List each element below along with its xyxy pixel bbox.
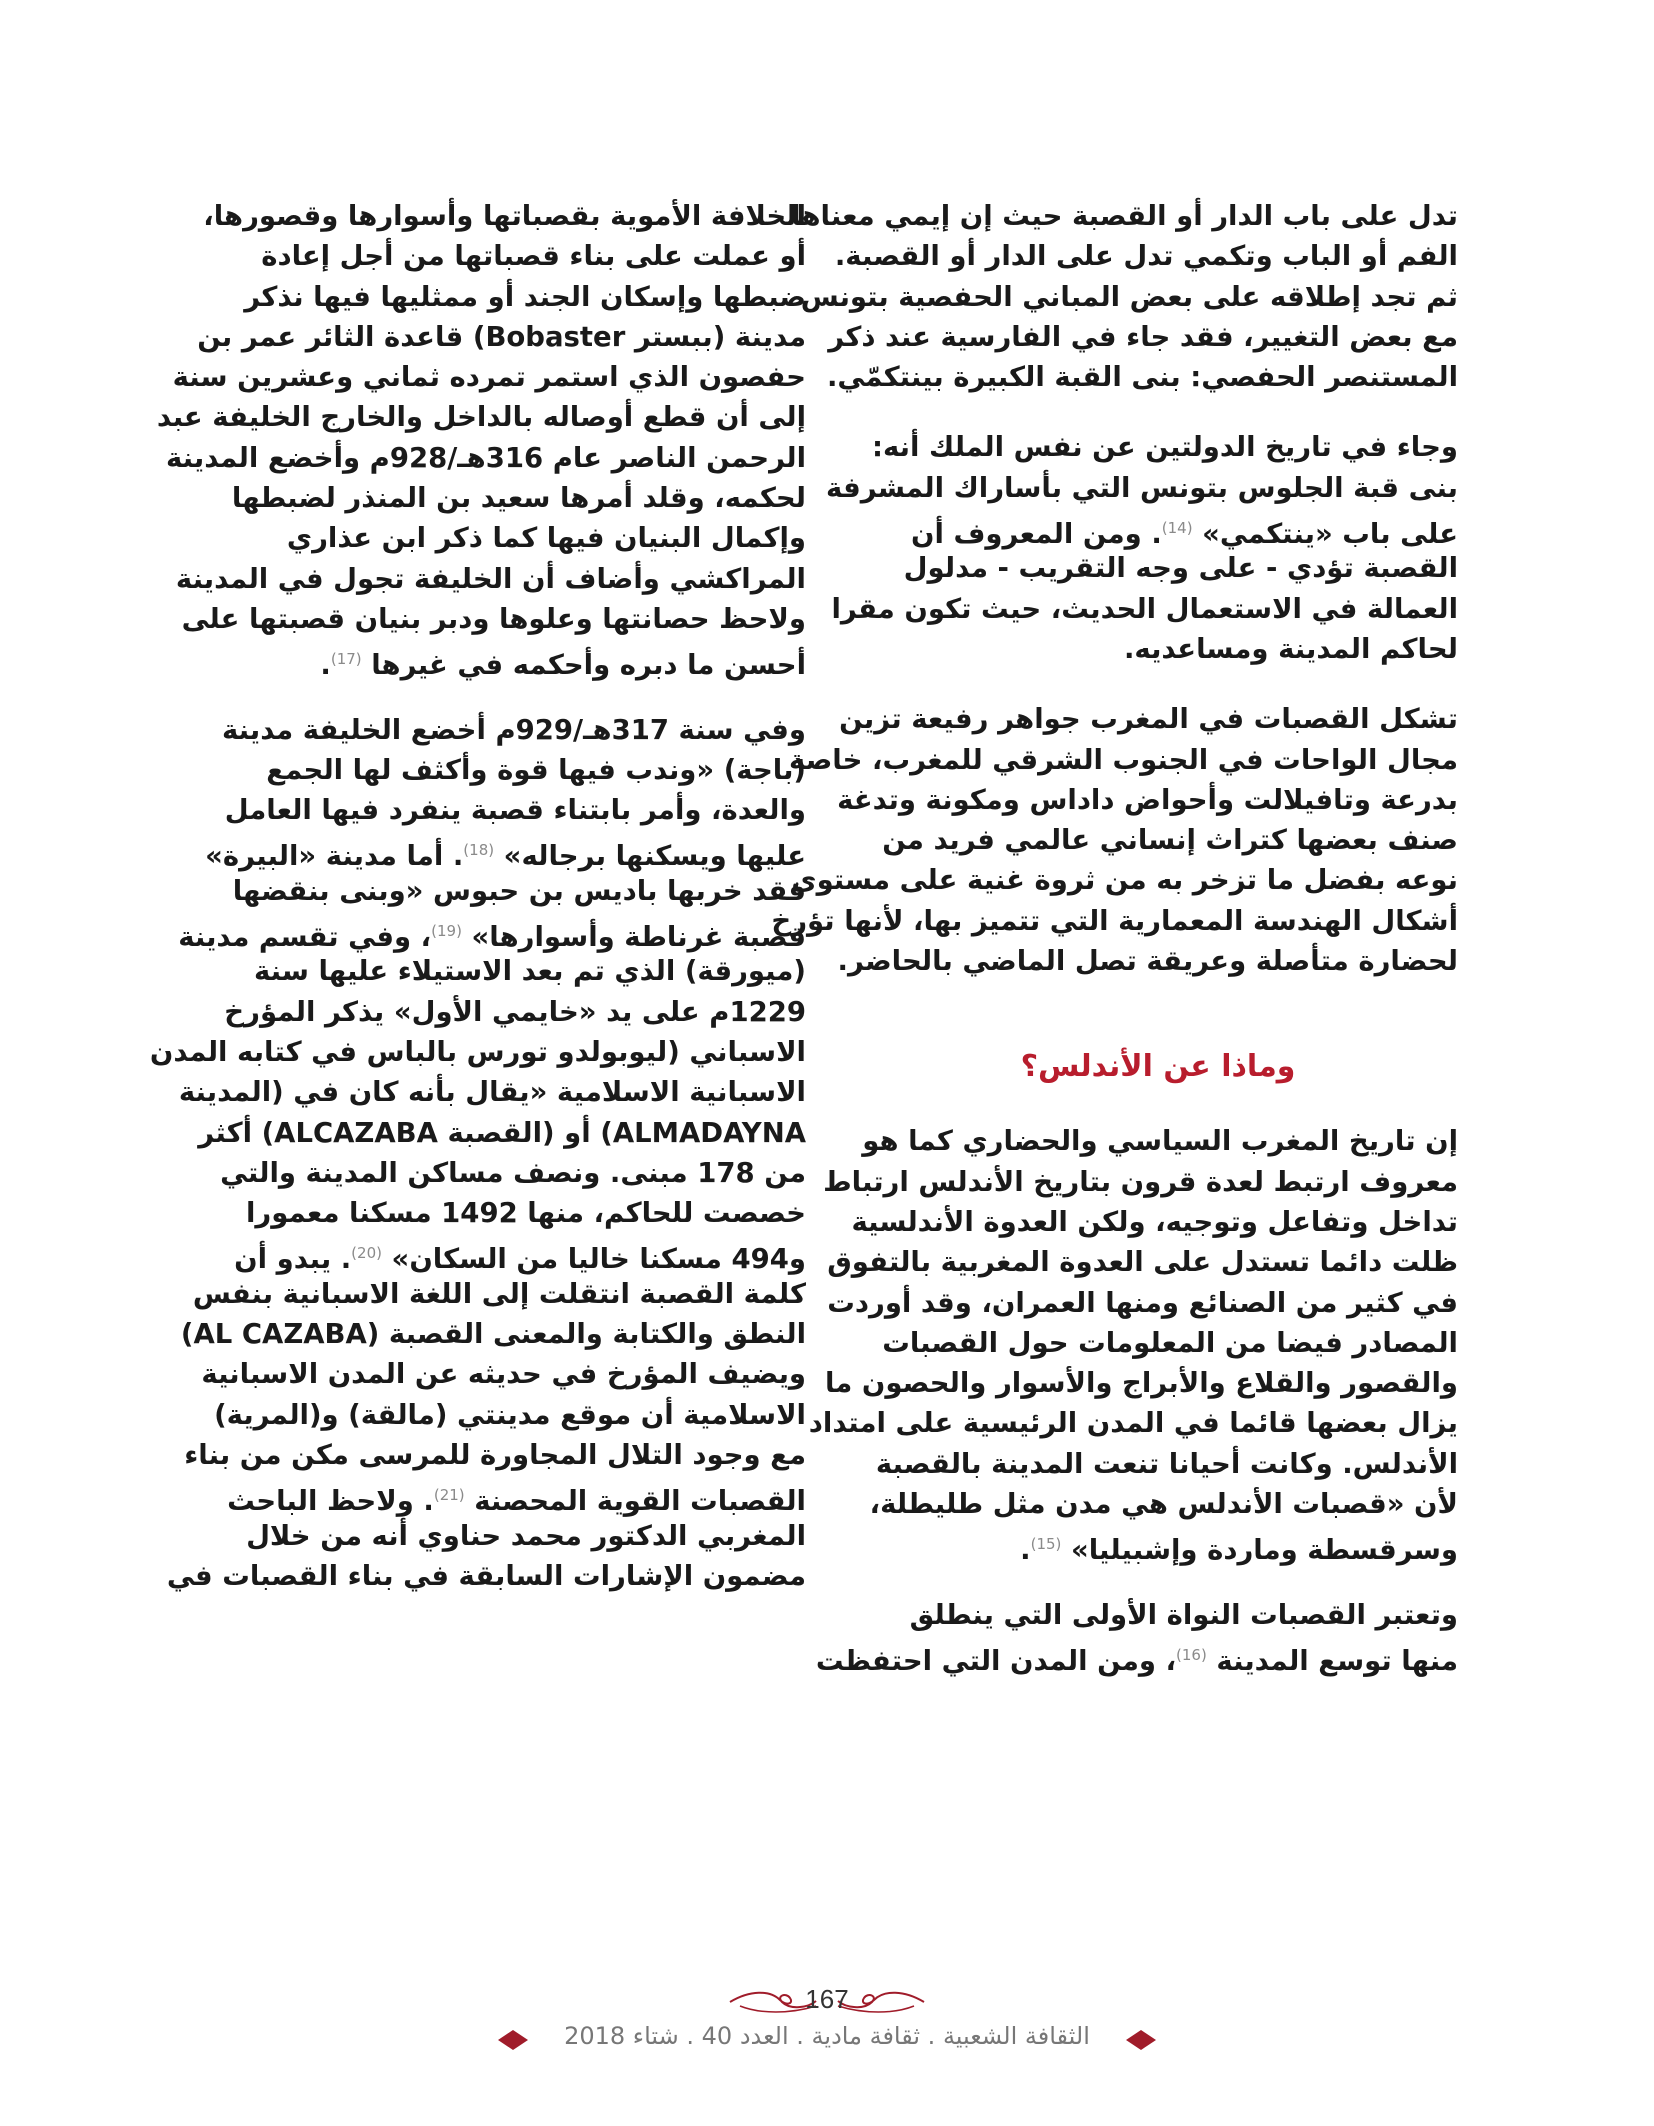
text-line (200, 1475, 806, 1518)
text-fragment: عليها ويسكنها برجاله» (494, 840, 806, 873)
text-line: أشكال الهندسة المعمارية التي تتميز بها، لأنها تؤرخ (771, 904, 1458, 937)
text-line: ويضيف المؤرخ في حديثه عن المدن الاسبانية (201, 1358, 806, 1391)
paragraph (149, 710, 806, 1597)
text-line: لحاكم المدينة ومساعديه. (1123, 632, 1458, 665)
text-line: حفصون الذي استمر تمرده ثماني وعشرين سنة (172, 361, 806, 394)
text-fragment: و494 مسكنا خاليا من السكان» (381, 1243, 806, 1276)
text-fragment: على باب «ينتكمي» (1192, 518, 1458, 551)
text-line: (باجة) «وندب فيها قوة وأكثف لها الجمع (266, 753, 806, 786)
text-fragment: . ومن المعروف أن (910, 518, 1162, 551)
text-line: 1229م على يد «خايمي الأول» يذكر المؤرخ (224, 995, 806, 1028)
text-line: كلمة القصبة انتقلت إلى اللغة الاسبانية بنفس (192, 1277, 806, 1310)
text-line: نوعه بفضل ما تزخر به من ثروة غنية على مستوى (791, 864, 1458, 897)
section-heading: وماذا عن الأندلس؟ (1020, 1049, 1296, 1085)
text-fragment: أحسن ما دبره وأحكمه في غيرها (361, 649, 806, 682)
page-footer (0, 1980, 1654, 2060)
text-fragment: قصبة غرناطة وأسوارها» (461, 921, 806, 954)
paragraph (156, 196, 806, 682)
text-fragment: . ولاحظ الباحث (227, 1485, 434, 1518)
text-line: وتعتبر القصبات النواة الأولى التي ينطلق (909, 1598, 1458, 1631)
text-line: (ميورقة) الذي تم بعد الاستيلاء عليها سنة (253, 955, 806, 988)
text-line: خصصت للحاكم، منها 1492 مسكنا معمورا (245, 1197, 806, 1230)
text-line: من 178 مبنى. ونصف مساكن المدينة والتي (220, 1156, 806, 1189)
text-fragment: القصبات القوية المحصنة (464, 1485, 806, 1518)
text-line: الخلافة الأموية بقصباتها وأسوارها وقصورها، (203, 200, 806, 232)
text-line: النطق والكتابة والمعنى القصبة (AL CAZABA) (180, 1318, 806, 1351)
text-line: والعدة، وأمر بابتناء قصبة ينفرد فيها العامل (224, 794, 806, 827)
text-line (200, 1233, 806, 1276)
text-line: الاسلامية أن موقع مدينتي (مالقة) و(المرية) (214, 1398, 806, 1431)
text-fragment: منها توسع المدينة (1206, 1645, 1458, 1678)
text-line: بدرعة وتافيلالت وأحواض داداس ومكونة وتدغة (837, 783, 1458, 816)
text-line: تداخل وتفاعل وتوجيه، ولكن العدوة الأندلسية (851, 1205, 1458, 1238)
paragraph (808, 1121, 1458, 1567)
text-line: الاسبانية الاسلامية «يقال بأنه كان في (المدينة (178, 1076, 806, 1109)
text-line: تدل على باب الدار أو القصبة حيث إن إيمي معناها (791, 200, 1458, 232)
text-line: فقد خربها باديس بن حبوس «وبنى بنقضها (232, 874, 806, 907)
text-line (178, 911, 806, 954)
text-line: يزال بعضها قائما في المدن الرئيسية على امتداد (808, 1407, 1458, 1440)
text-line: معروف ارتبط لعدة قرون بتاريخ الأندلس ارتباط (823, 1165, 1458, 1198)
text-line: ALMADAYNA) أو (القصبة ALCAZABA) أكثر (198, 1116, 806, 1149)
text-line: القصبة تؤدي - على وجه التقريب - مدلول (903, 552, 1458, 585)
text-line: لحضارة متأصلة وعريقة تصل الماضي بالحاضر. (837, 945, 1458, 978)
footnote-marker: (16) (1176, 1645, 1207, 1664)
paragraph (791, 196, 1458, 397)
text-line: وجاء في تاريخ الدولتين عن نفس الملك أنه: (872, 431, 1458, 464)
text-line: الأندلس. وكانت أحيانا تنعت المدينة بالقصبة (875, 1447, 1458, 1480)
text-line (200, 639, 806, 682)
text-line: تشكل القصبات في المغرب جواهر رفيعة تزين (839, 703, 1458, 736)
text-fragment: وسرقسطة وماردة وإشبيليا» (1061, 1534, 1458, 1567)
text-line: إلى أن قطع أوصاله بالداخل والخارج الخليفة عبد (156, 401, 806, 434)
publication-caption: الثقافة الشعبية . ثقافة مادية . العدد 40 . شتاء 2018 (564, 2022, 1090, 2050)
text-line (858, 508, 1458, 551)
paragraph (815, 1595, 1458, 1678)
text-line: الاسباني (ليوبولدو تورس بالباس في كتابه المدن (149, 1035, 806, 1068)
text-line: المراكشي وأضاف أن الخليفة تجول في المدينة (175, 562, 806, 595)
text-line: لأن «قصبات الأندلس هي مدن مثل طليطلة، (869, 1488, 1458, 1521)
text-line (858, 1524, 1458, 1567)
text-line: صنف بعضها كتراث إنساني عالمي فريد من (882, 824, 1458, 857)
left-column (149, 196, 806, 1596)
paragraph (771, 699, 1458, 981)
text-line: ضبطها وإسكان الجند أو ممثليها فيها نذكر (244, 280, 806, 313)
text-line: الرحمن الناصر عام 316هـ/928م وأخضع المدينة (166, 441, 806, 474)
text-line: الفم أو الباب وتكمي تدل على الدار أو القصبة. (834, 240, 1458, 273)
footnote-marker: (19) (431, 922, 462, 941)
text-fragment: . أما مدينة «البيرة» (205, 840, 464, 873)
text-line: المصادر فيضا من المعلومات حول القصبات (882, 1326, 1458, 1359)
text-line: والقصور والقلاع والأبراج والأسوار والحصون ما (824, 1367, 1458, 1400)
text-fragment: . يبدو أن (234, 1243, 352, 1276)
text-line: بنى قبة الجلوس بتونس التي بأساراك المشرفة (826, 471, 1458, 504)
text-line: ولاحظ حصانتها وعلوها ودبر بنيان قصبتها على (181, 602, 806, 635)
footnote-marker: (14) (1161, 519, 1193, 538)
text-line: العمالة في الاستعمال الحديث، حيث تكون مقرا (831, 592, 1458, 625)
text-fragment: ، ومن المدن التي احتفظت (815, 1645, 1177, 1678)
text-line (815, 1635, 1458, 1678)
text-line: لحكمه، وقلد أمرها سعيد بن المنذر لضبطها (231, 482, 806, 515)
text-line: مضمون الإشارات السابقة في بناء القصبات في (166, 1559, 806, 1592)
footer-diamond-icon (1124, 2028, 1158, 2052)
paragraph (826, 427, 1458, 669)
footnote-marker: (17) (330, 650, 362, 669)
text-line: وإكمال البنيان فيها كما ذكر ابن عذاري (286, 522, 806, 555)
text-fragment: ، وفي تقسم مدينة (178, 921, 432, 954)
footnote-marker: (18) (463, 841, 495, 860)
text-line: ثم تجد إطلاقه على بعض المباني الحفصية بتونس (800, 280, 1458, 313)
footnote-marker: (15) (1030, 1535, 1062, 1554)
text-line: مع بعض التغيير، فقد جاء في الفارسية عند ذكر (828, 320, 1458, 353)
text-fragment: . (320, 649, 331, 682)
text-line: المستنصر الحفصي: بنى القبة الكبيرة بينتكمّي. (826, 361, 1458, 394)
footnote-marker: (20) (351, 1244, 382, 1263)
text-line: وفي سنة 317هـ/929م أخضع الخليفة مدينة (222, 713, 806, 746)
text-line: ظلت دائما تستدل على العدوة المغربية بالتفوق (827, 1246, 1458, 1279)
text-fragment: . (1020, 1534, 1031, 1567)
text-line: إن تاريخ المغرب السياسي والحضاري كما هو (862, 1125, 1458, 1158)
page-number: 167 (805, 1984, 849, 2014)
text-line: في كثير من الصنائع ومنها العمران، وقد أوردت (827, 1286, 1458, 1319)
right-column (771, 196, 1458, 1678)
text-line: مدينة (ببستر Bobaster) قاعدة الثائر عمر بن (197, 320, 806, 353)
text-line: مجال الواحات في الجنوب الشرقي للمغرب، خاصة (789, 743, 1458, 776)
text-line: أو عملت على بناء قصباتها من أجل إعادة (261, 240, 806, 273)
footnote-marker: (21) (433, 1486, 465, 1505)
text-line: مع وجود التلال المجاورة للمرسى مكن من بناء (184, 1438, 806, 1471)
text-line (200, 830, 806, 873)
text-line: المغربي الدكتور محمد حناوي أنه من خلال (246, 1519, 806, 1552)
